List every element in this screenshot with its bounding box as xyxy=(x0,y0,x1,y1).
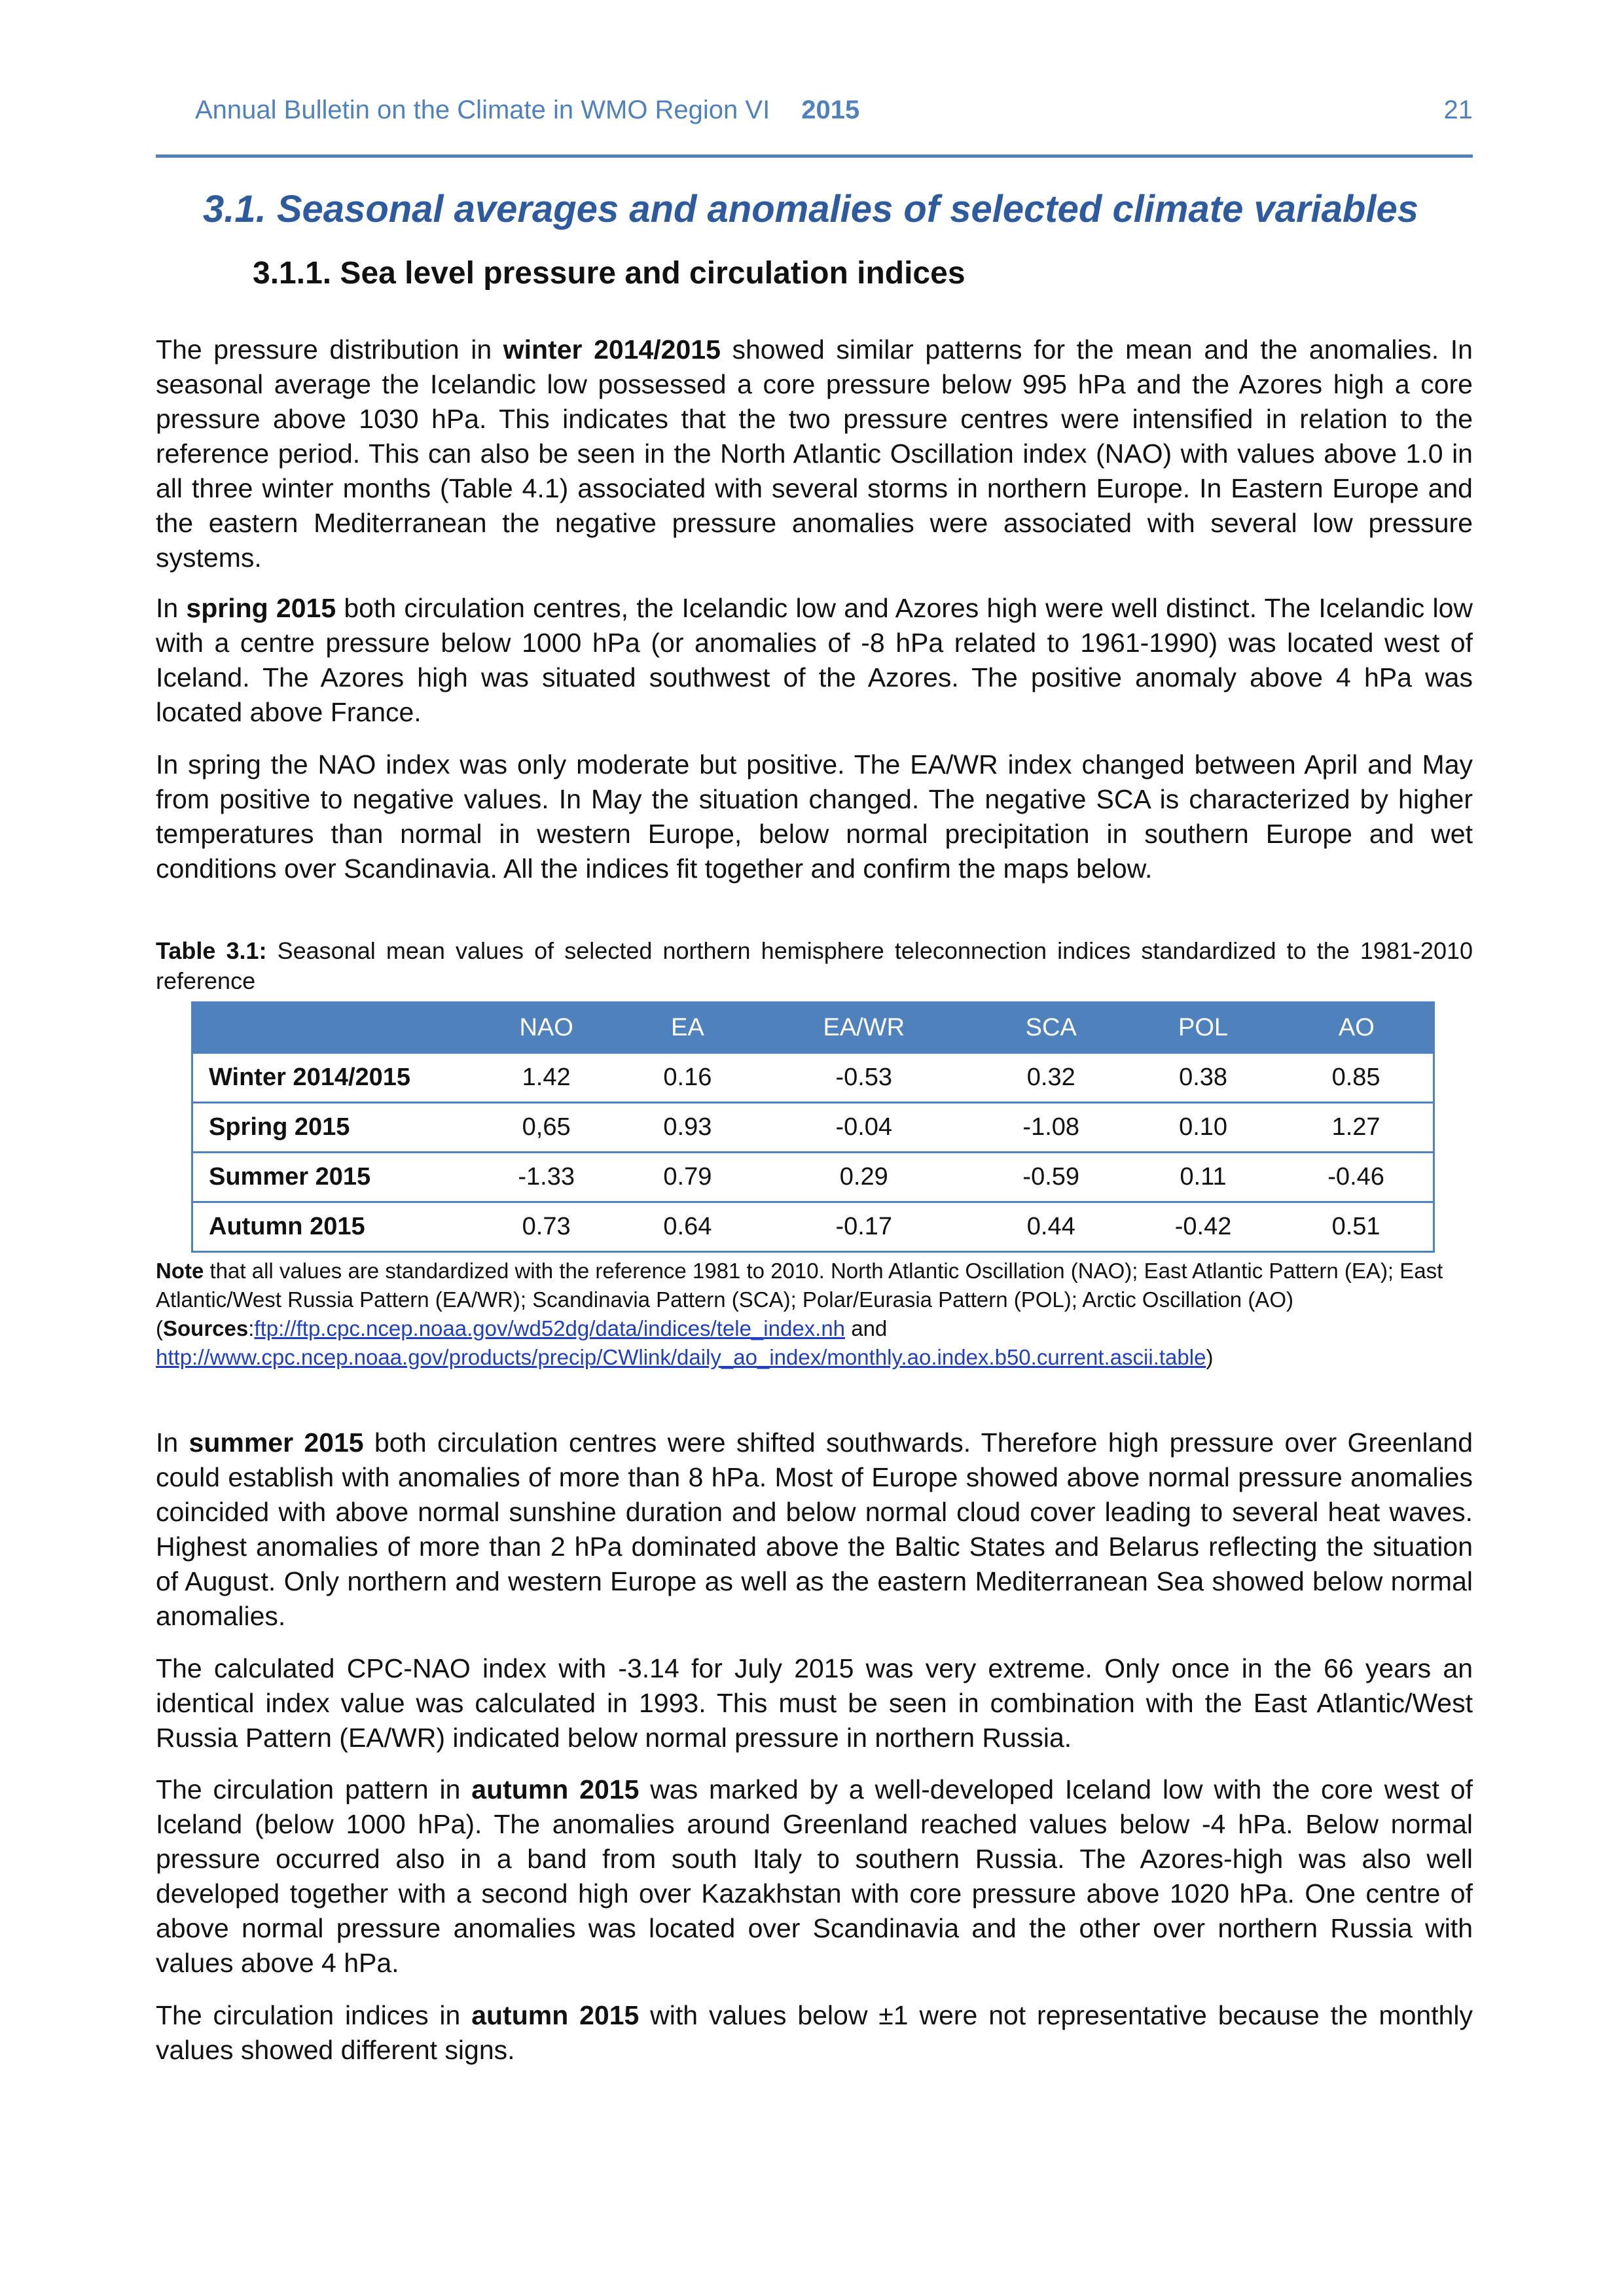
header-title: Annual Bulletin on the Climate in WMO Region VI xyxy=(195,96,770,124)
column-header: NAO xyxy=(471,1003,623,1053)
teleconnection-table xyxy=(191,1001,1435,1253)
subsection-heading: 3.1.1. Sea level pressure and circulation indices xyxy=(253,256,965,291)
text-run: In xyxy=(156,593,187,623)
table-cell: 0,65 xyxy=(471,1103,623,1153)
paragraph-winter xyxy=(156,332,1473,575)
paragraph-spring xyxy=(156,591,1473,730)
caption-label: Table 3.1: xyxy=(156,937,267,964)
bold-term: spring 2015 xyxy=(186,593,336,623)
table-cell: 0.79 xyxy=(623,1153,753,1202)
table-cell: 0.11 xyxy=(1127,1153,1279,1202)
text-run: was marked by a well-developed Iceland low with the core west of Iceland (below 1000 hPa). The anomalies around Greenland reached values below -4 hPa. Below normal pressure occurred also in a band from south Italy to southern Russia. The Azores-high was also well developed together with a second high over Kazakhstan with core pressure above 1020 hPa. One centre of above normal pressure anomalies was located over Scandinavia and the other over northern Russia with values above 4 hPa. xyxy=(156,1774,1473,1978)
paragraph-autumn-indices xyxy=(156,1998,1473,2068)
text-run: The circulation pattern in xyxy=(156,1774,472,1804)
table-row xyxy=(192,1103,1434,1153)
table-cell: -1.33 xyxy=(471,1153,623,1202)
table-cell: 0.16 xyxy=(623,1053,753,1103)
table-row xyxy=(192,1053,1434,1103)
table-cell: 1.27 xyxy=(1279,1103,1434,1153)
header-divider xyxy=(156,154,1473,158)
table-cell: -0.42 xyxy=(1127,1202,1279,1252)
page-number: 21 xyxy=(1443,96,1473,124)
table-cell: -0.53 xyxy=(753,1053,975,1103)
text-run: ) xyxy=(1206,1345,1214,1369)
paragraph-autumn xyxy=(156,1772,1473,1981)
table-corner-cell xyxy=(192,1003,471,1053)
sources-label: Sources xyxy=(163,1316,249,1340)
text-run: The circulation indices in xyxy=(156,2000,472,2030)
note-text: that all values are standardized with the reference 1981 to 2010. North Atlantic Oscillation (NAO); East Atlantic Pattern (EA); East Atlantic/West Russia Pattern (EA/WR); Scandinavia Pattern (SCA); Polar/Eurasia Pattern (POL); Arctic Oscillation (AO) xyxy=(156,1259,1443,1312)
text-run: In xyxy=(156,1427,189,1458)
source-link-tele-index[interactable]: ftp://ftp.cpc.ncep.noaa.gov/wd52dg/data/indices/tele_index.nh xyxy=(254,1316,846,1340)
text-run: showed similar patterns for the mean and the anomalies. In seasonal average the Icelandic low possessed a core pressure below 995 hPa and the Azores high a core pressure above 1030 hPa. This indicates that the two pressure centres were intensified in relation to the reference period. This can also be seen in the North Atlantic Oscillation index (NAO) with values above 1.0 in all three winter months (Table 4.1) associated with several storms in northern Europe. In Eastern Europe and the eastern Mediterranean the negative pressure anomalies were associated with several low pressure systems. xyxy=(156,334,1473,573)
column-header: AO xyxy=(1279,1003,1434,1053)
table-cell: 1.42 xyxy=(471,1053,623,1103)
table-cell: -0.04 xyxy=(753,1103,975,1153)
table-cell: 0.32 xyxy=(975,1053,1127,1103)
table-row xyxy=(192,1153,1434,1202)
row-label: Autumn 2015 xyxy=(192,1202,471,1252)
table-cell: 0.73 xyxy=(471,1202,623,1252)
table-cell: 0.38 xyxy=(1127,1053,1279,1103)
text-run: and xyxy=(845,1316,888,1340)
text-run: both circulation centres were shifted southwards. Therefore high pressure over Greenland could establish with anomalies of more than 8 hPa. Most of Europe showed above normal pressure anomalies coincided with above normal sunshine duration and below normal cloud cover leading to several heat waves. Highest anomalies of more than 2 hPa dominated above the Baltic States and Belarus reflecting the situation of August. Only northern and western Europe as well as the eastern Mediterranean Sea showed below normal anomalies. xyxy=(156,1427,1473,1631)
column-header: POL xyxy=(1127,1003,1279,1053)
bold-term: autumn 2015 xyxy=(471,2000,640,2030)
paragraph-spring-indices: In spring the NAO index was only moderate but positive. The EA/WR index changed between April and May from positive to negative values. In May the situation changed. The negative SCA is characterized by higher temperatures than normal in western Europe, below normal precipitation in southern Europe and wet conditions over Scandinavia. All the indices fit together and confirm the maps below. xyxy=(156,749,1473,884)
text-run: with values below ±1 were not representative because the monthly values showed different signs. xyxy=(156,2000,1473,2065)
text-run: The pressure distribution in xyxy=(156,334,503,365)
table-note xyxy=(156,1257,1473,1372)
bold-term: summer 2015 xyxy=(189,1427,364,1458)
header-year: 2015 xyxy=(801,96,860,124)
table-cell: -0.17 xyxy=(753,1202,975,1252)
table-caption xyxy=(156,936,1473,996)
table-cell: 0.64 xyxy=(623,1202,753,1252)
text-run: both circulation centres, the Icelandic low and Azores high were well distinct. The Icelandic low with a centre pressure below 1000 hPa (or anomalies of -8 hPa related to 1961-1990) was located west of Iceland. The Azores high was situated southwest of the Azores. The positive anomaly above 4 hPa was located above France. xyxy=(156,593,1473,727)
table-cell: 0.51 xyxy=(1279,1202,1434,1252)
row-label: Winter 2014/2015 xyxy=(192,1053,471,1103)
table-row xyxy=(192,1202,1434,1252)
note-label: Note xyxy=(156,1259,204,1283)
caption-text: Seasonal mean values of selected northern hemisphere teleconnection indices standardized to the 1981-2010 reference xyxy=(156,937,1473,994)
running-header xyxy=(156,92,1473,151)
table-cell: 0.85 xyxy=(1279,1053,1434,1103)
bold-term: winter 2014/2015 xyxy=(503,334,721,365)
table-cell: 0.93 xyxy=(623,1103,753,1153)
table-cell: 0.44 xyxy=(975,1202,1127,1252)
bold-term: autumn 2015 xyxy=(471,1774,640,1804)
table-cell: -0.59 xyxy=(975,1153,1127,1202)
row-label: Spring 2015 xyxy=(192,1103,471,1153)
column-header: EA/WR xyxy=(753,1003,975,1053)
source-link-ao-index[interactable]: http://www.cpc.ncep.noaa.gov/products/precip/CWlink/daily_ao_index/monthly.ao.index.b50.current.ascii.table xyxy=(156,1345,1206,1369)
section-heading: 3.1. Seasonal averages and anomalies of selected climate variables xyxy=(203,188,1418,230)
paragraph-nao-july: The calculated CPC-NAO index with -3.14 for July 2015 was very extreme. Only once in the 66 years an identical index value was calculated in 1993. This must be seen in combination with the East Atlantic/West Russia Pattern (EA/WR) indicated below normal pressure in northern Russia. xyxy=(156,1653,1473,1753)
column-header: SCA xyxy=(975,1003,1127,1053)
paragraph-summer xyxy=(156,1426,1473,1634)
table-cell: -0.46 xyxy=(1279,1153,1434,1202)
table-cell: -1.08 xyxy=(975,1103,1127,1153)
row-label: Summer 2015 xyxy=(192,1153,471,1202)
table-cell: 0.10 xyxy=(1127,1103,1279,1153)
text-run: : xyxy=(248,1316,255,1340)
column-header: EA xyxy=(623,1003,753,1053)
text-run: ( xyxy=(156,1316,163,1340)
table-header-row xyxy=(192,1003,1434,1053)
table-cell: 0.29 xyxy=(753,1153,975,1202)
header-title-block xyxy=(195,96,859,125)
